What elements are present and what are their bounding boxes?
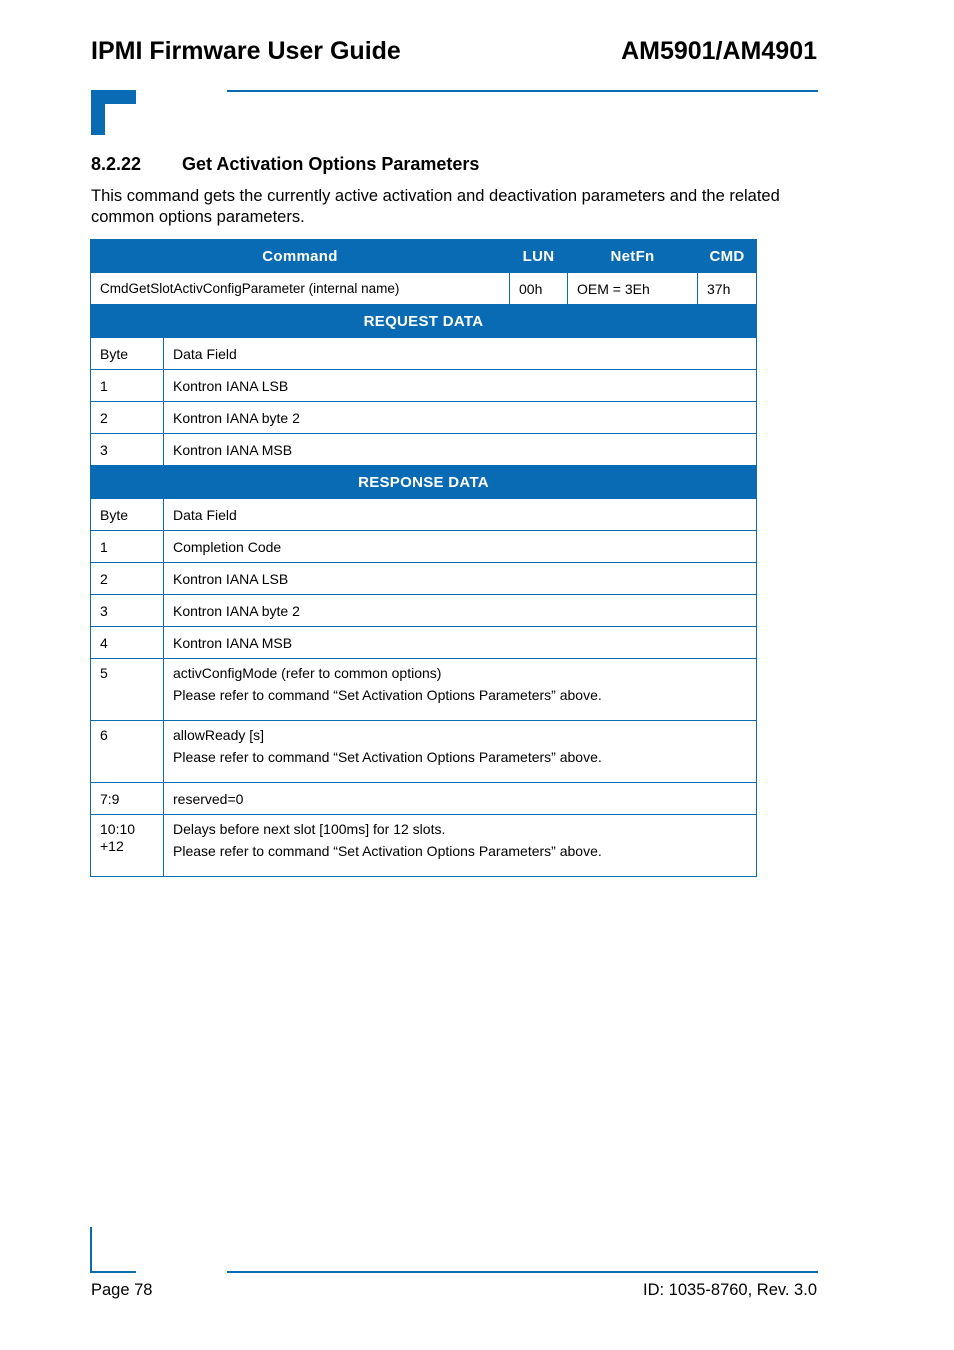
field-text: allowReady [s] bbox=[173, 727, 265, 743]
response-data-heading: RESPONSE DATA bbox=[91, 466, 757, 499]
byte-cell: 3 bbox=[91, 434, 164, 466]
response-band bbox=[91, 466, 757, 499]
field-cell bbox=[164, 721, 757, 783]
request-col-field: Data Field bbox=[164, 338, 757, 370]
byte-cell bbox=[91, 815, 164, 877]
field-cell: Kontron IANA byte 2 bbox=[164, 402, 757, 434]
corner-mark-bottom bbox=[90, 1227, 136, 1273]
byte-cell: 5 bbox=[91, 659, 164, 721]
byte-cell: 7:9 bbox=[91, 783, 164, 815]
field-cell: Kontron IANA byte 2 bbox=[164, 595, 757, 627]
page-number: Page 78 bbox=[91, 1281, 153, 1299]
table-row bbox=[91, 627, 757, 659]
byte-cell: 2 bbox=[91, 563, 164, 595]
field-cell: Kontron IANA LSB bbox=[164, 563, 757, 595]
byte-cell: 6 bbox=[91, 721, 164, 783]
header-command: Command bbox=[91, 240, 510, 273]
table-row bbox=[91, 563, 757, 595]
section-intro: This command gets the currently active activation and deactivation parameters and the related common options parameters. bbox=[91, 187, 780, 226]
command-lun: 00h bbox=[510, 273, 568, 305]
byte-text: 10:10 bbox=[100, 821, 136, 837]
byte-text-2: +12 bbox=[100, 838, 124, 854]
field-cell: Kontron IANA LSB bbox=[164, 370, 757, 402]
request-band bbox=[91, 305, 757, 338]
byte-cell: 4 bbox=[91, 627, 164, 659]
header-lun: LUN bbox=[510, 240, 568, 273]
table-row bbox=[91, 815, 757, 877]
field-text: Delays before next slot [100ms] for 12 slots. bbox=[173, 821, 446, 837]
byte-cell: 1 bbox=[91, 531, 164, 563]
response-col-byte: Byte bbox=[91, 499, 164, 531]
section-number: 8.2.22 bbox=[91, 154, 142, 174]
table-row bbox=[91, 531, 757, 563]
section-title: Get Activation Options Parameters bbox=[182, 154, 480, 174]
table-row bbox=[91, 370, 757, 402]
byte-cell: 3 bbox=[91, 595, 164, 627]
field-cell: reserved=0 bbox=[164, 783, 757, 815]
byte-cell: 1 bbox=[91, 370, 164, 402]
table-header-row bbox=[91, 240, 757, 273]
field-text: activConfigMode (refer to common options) bbox=[173, 665, 442, 681]
header-netfn: NetFn bbox=[568, 240, 698, 273]
corner-mark-top bbox=[91, 90, 136, 135]
document-id: ID: 1035-8760, Rev. 3.0 bbox=[643, 1281, 817, 1299]
table-row bbox=[91, 595, 757, 627]
table-row bbox=[91, 402, 757, 434]
request-data-heading: REQUEST DATA bbox=[91, 305, 757, 338]
document-title: IPMI Firmware User Guide bbox=[91, 37, 401, 65]
request-column-row bbox=[91, 338, 757, 370]
field-cell: Kontron IANA MSB bbox=[164, 434, 757, 466]
command-table bbox=[90, 239, 757, 877]
response-column-row bbox=[91, 499, 757, 531]
header-cmd: CMD bbox=[698, 240, 757, 273]
table-row bbox=[91, 783, 757, 815]
request-col-byte: Byte bbox=[91, 338, 164, 370]
command-row bbox=[91, 273, 757, 305]
header-rule bbox=[227, 90, 818, 92]
table-row bbox=[91, 721, 757, 783]
command-code: 37h bbox=[698, 273, 757, 305]
command-netfn: OEM = 3Eh bbox=[568, 273, 698, 305]
table-row bbox=[91, 659, 757, 721]
field-note: Please refer to command “Set Activation Options Parameters” above. bbox=[173, 749, 602, 765]
response-col-field: Data Field bbox=[164, 499, 757, 531]
command-name: CmdGetSlotActivConfigParameter (internal name) bbox=[91, 273, 510, 305]
field-note: Please refer to command “Set Activation Options Parameters” above. bbox=[173, 687, 602, 703]
section-heading bbox=[91, 154, 479, 175]
field-cell: Kontron IANA MSB bbox=[164, 627, 757, 659]
byte-cell: 2 bbox=[91, 402, 164, 434]
field-cell: Completion Code bbox=[164, 531, 757, 563]
field-note: Please refer to command “Set Activation Options Parameters” above. bbox=[173, 843, 602, 859]
table-row bbox=[91, 434, 757, 466]
field-cell bbox=[164, 659, 757, 721]
field-cell bbox=[164, 815, 757, 877]
product-name: AM5901/AM4901 bbox=[621, 37, 817, 65]
footer-rule bbox=[227, 1271, 818, 1273]
